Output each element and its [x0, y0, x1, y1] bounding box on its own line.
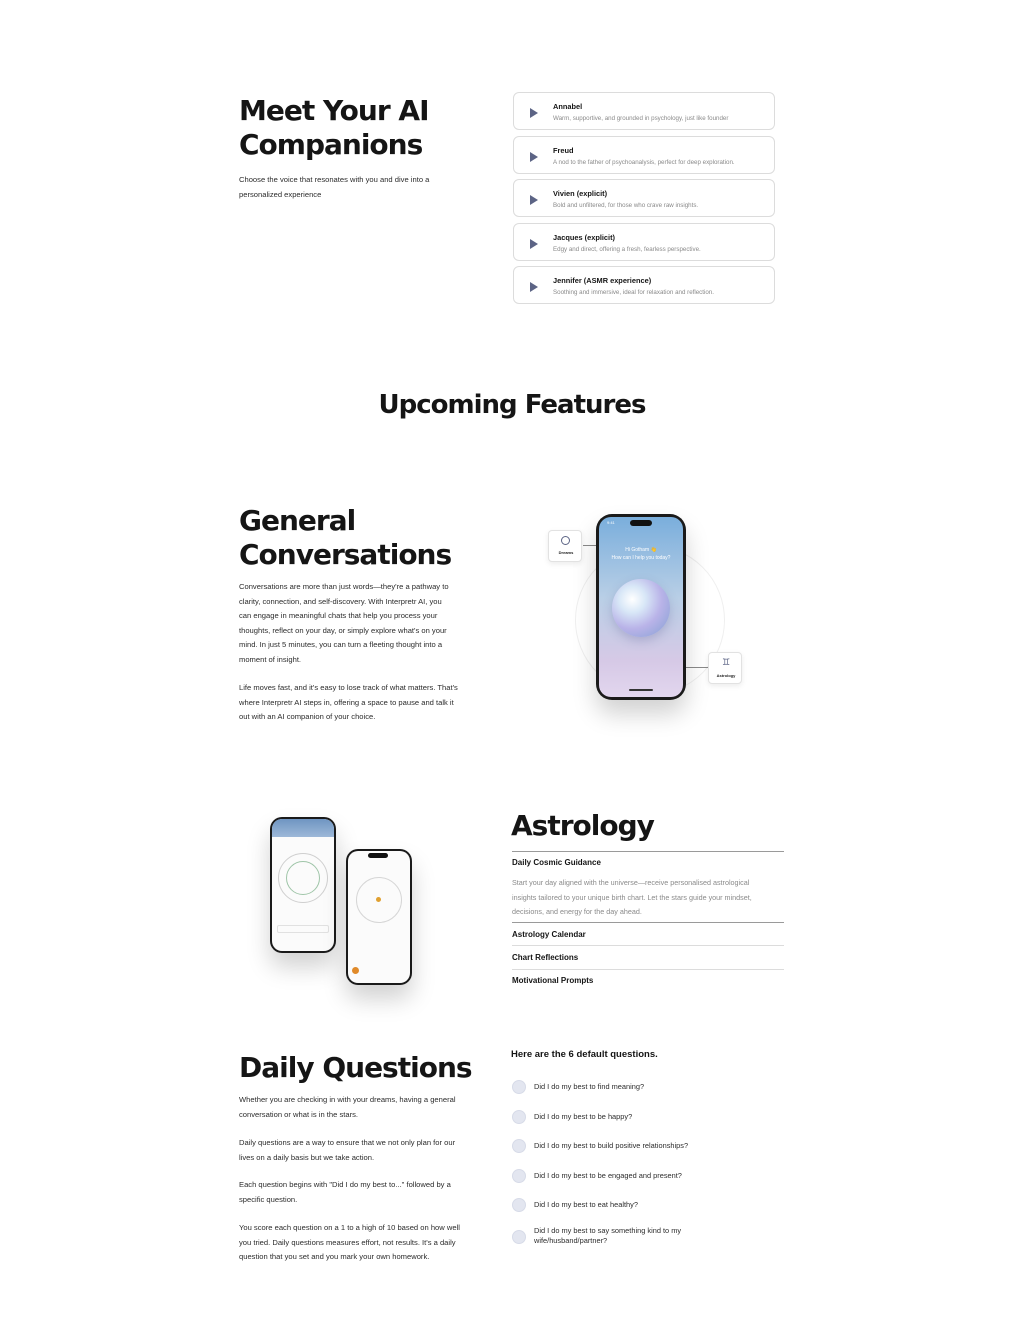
general-para2-line: out with an AI companion of your choice. — [239, 712, 376, 722]
daily-questions-title: Daily Questions — [239, 1051, 472, 1084]
home-indicator — [629, 689, 653, 691]
connector-line-astrology — [686, 667, 708, 668]
general-para1-line: thoughts, reflect on your day, or simply explore what's on your — [239, 625, 447, 635]
companions-title — [239, 94, 429, 162]
phone-mockup-chat — [596, 514, 686, 700]
general-title-line1: General — [239, 504, 356, 537]
astrology-chip[interactable] — [708, 652, 742, 684]
companions-title-line1: Meet Your AI — [239, 94, 429, 127]
questions-heading: Here are the 6 default questions. — [511, 1049, 658, 1060]
question-text: Did I do my best to be engaged and present? — [534, 1171, 682, 1180]
question-text — [534, 1226, 734, 1246]
accordion-divider — [512, 945, 784, 946]
general-paragraph-2 — [239, 681, 458, 725]
daily-paragraph-4 — [239, 1221, 460, 1265]
accordion-daily-cosmic-guidance-body — [512, 876, 752, 920]
question-text: Did I do my best to eat healthy? — [534, 1200, 638, 1209]
dreams-chip-label: Dreams — [558, 550, 574, 555]
general-para1-line: mind. In just 5 minutes, you can turn a fleeting thought into a — [239, 640, 443, 650]
accordion-astrology-calendar[interactable]: Astrology Calendar — [512, 930, 586, 939]
question-text: Did I do my best to build positive relationships? — [534, 1141, 689, 1150]
accordion-motivational-prompts[interactable]: Motivational Prompts — [512, 976, 594, 985]
question-text: Did I do my best to be happy? — [534, 1112, 633, 1121]
question-text-line: wife/husband/partner? — [534, 1236, 608, 1245]
daily-para-line: question that you set and you mark your own homework. — [239, 1252, 430, 1262]
companions-subtitle-line2: personalized experience — [239, 189, 322, 199]
ai-orb[interactable] — [612, 579, 670, 637]
play-icon[interactable] — [530, 152, 538, 162]
daily-para-line: Each question begins with "Did I do my best to..." followed by a — [239, 1180, 451, 1189]
question-text-line: Did I do my best to say something kind to my — [534, 1226, 682, 1235]
companion-name: Jennifer (ASMR experience) — [553, 276, 652, 285]
daily-para-line: Whether you are checking in with your dreams, having a general — [239, 1095, 456, 1104]
companion-card-annabel[interactable] — [513, 92, 775, 130]
companion-description: Bold and unfiltered, for those who crave raw insights. — [553, 202, 699, 209]
companion-card-vivien[interactable] — [513, 179, 775, 217]
sun-dot — [376, 897, 381, 902]
daily-paragraph-3 — [239, 1178, 451, 1207]
companion-description: A nod to the father of psychoanalysis, perfect for deep exploration. — [553, 159, 735, 166]
gemini-icon: ♊ — [721, 657, 731, 667]
play-icon[interactable] — [530, 239, 538, 249]
accordion-body-line: insights tailored to your unique birth chart. Let the stars guide your mindset, — [512, 892, 752, 902]
status-time: 9:41 — [607, 520, 615, 525]
daily-para-line: specific question. — [239, 1194, 298, 1204]
companions-subtitle-line1: Choose the voice that resonates with you and dive into a — [239, 175, 430, 184]
general-para1-line: Conversations are more than just words—they're a pathway to — [239, 582, 449, 591]
companion-name: Annabel — [553, 102, 583, 111]
phone-screen — [348, 851, 410, 983]
daily-para-line: You score each question on a 1 to a high of 10 based on how well — [239, 1223, 460, 1232]
general-para2-line: where Interpretr AI steps in, offering a space to pause and talk it — [239, 697, 454, 707]
daily-para-line: you tried. Daily questions measures effort, not results. It's a daily — [239, 1237, 456, 1247]
companion-description: Warm, supportive, and grounded in psychology, just like founder — [553, 115, 729, 122]
accordion-body-line: Start your day aligned with the universe—receive personalised astrological — [512, 878, 750, 887]
daily-para-line: Daily questions are a way to ensure that we not only plan for our — [239, 1138, 456, 1147]
accordion-daily-cosmic-guidance[interactable]: Daily Cosmic Guidance — [512, 858, 601, 867]
chat-prompt: How can I help you today? — [611, 555, 671, 561]
chat-greeting: Hi Gotham 👋 — [625, 547, 657, 553]
accordion-body-line: decisions, and energy for the day ahead. — [512, 907, 642, 916]
general-title-line2: Conversations — [239, 538, 452, 571]
play-icon[interactable] — [530, 108, 538, 118]
question-radio[interactable] — [512, 1080, 526, 1094]
general-para1-line: can engage in meaningful chats that help you process your — [239, 611, 438, 621]
general-para1-line: clarity, connection, and self-discovery. With Interpretr AI, you — [239, 596, 442, 606]
daily-paragraph-1 — [239, 1093, 456, 1122]
phone-mockup-birth-chart — [270, 817, 336, 953]
accordion-divider — [512, 922, 784, 923]
daily-para-line: conversation or what is in the stars. — [239, 1109, 359, 1119]
companions-subtitle — [239, 173, 429, 202]
play-icon[interactable] — [530, 282, 538, 292]
companion-description: Soothing and immersive, ideal for relaxation and reflection. — [553, 289, 714, 296]
question-radio[interactable] — [512, 1230, 526, 1244]
companion-description: Edgy and direct, offering a fresh, fearless perspective. — [553, 246, 701, 253]
companion-name: Jacques (explicit) — [553, 233, 616, 242]
planet-avatar — [352, 967, 359, 974]
upcoming-features-title: Upcoming Features — [378, 390, 646, 420]
phone-screen — [599, 517, 683, 697]
question-radio[interactable] — [512, 1139, 526, 1153]
accordion-divider — [512, 969, 784, 970]
question-radio[interactable] — [512, 1198, 526, 1212]
play-icon[interactable] — [530, 195, 538, 205]
dreams-chip[interactable] — [548, 530, 582, 562]
companion-name: Vivien (explicit) — [553, 189, 608, 198]
companion-card-jacques[interactable] — [513, 223, 775, 261]
dreams-icon — [561, 536, 570, 545]
question-text: Did I do my best to find meaning? — [534, 1082, 645, 1091]
general-conversations-title — [239, 504, 451, 572]
phone-mockup-calendar — [346, 849, 412, 985]
question-radio[interactable] — [512, 1169, 526, 1183]
accordion-divider — [512, 851, 784, 852]
companion-card-freud[interactable] — [513, 136, 775, 174]
general-para2-line: Life moves fast, and it's easy to lose track of what matters. That's — [239, 683, 458, 692]
screen-header — [272, 819, 334, 837]
dynamic-island — [368, 853, 388, 858]
astrology-chip-label: Astrology — [716, 673, 736, 678]
phone-screen — [272, 819, 334, 951]
general-para1-line: moment of insight. — [239, 654, 302, 664]
companions-title-line2: Companions — [239, 128, 423, 161]
screen-card — [277, 925, 329, 933]
companion-name: Freud — [553, 146, 574, 155]
astrology-title: Astrology — [511, 809, 654, 842]
daily-paragraph-2 — [239, 1136, 455, 1165]
dynamic-island — [630, 520, 652, 526]
daily-para-line: lives on a daily basis but we take action. — [239, 1152, 375, 1162]
birth-chart-inner — [286, 861, 320, 895]
question-radio[interactable] — [512, 1110, 526, 1124]
companion-card-jennifer[interactable] — [513, 266, 775, 304]
accordion-chart-reflections[interactable]: Chart Reflections — [512, 953, 579, 962]
general-paragraph-1 — [239, 580, 449, 668]
